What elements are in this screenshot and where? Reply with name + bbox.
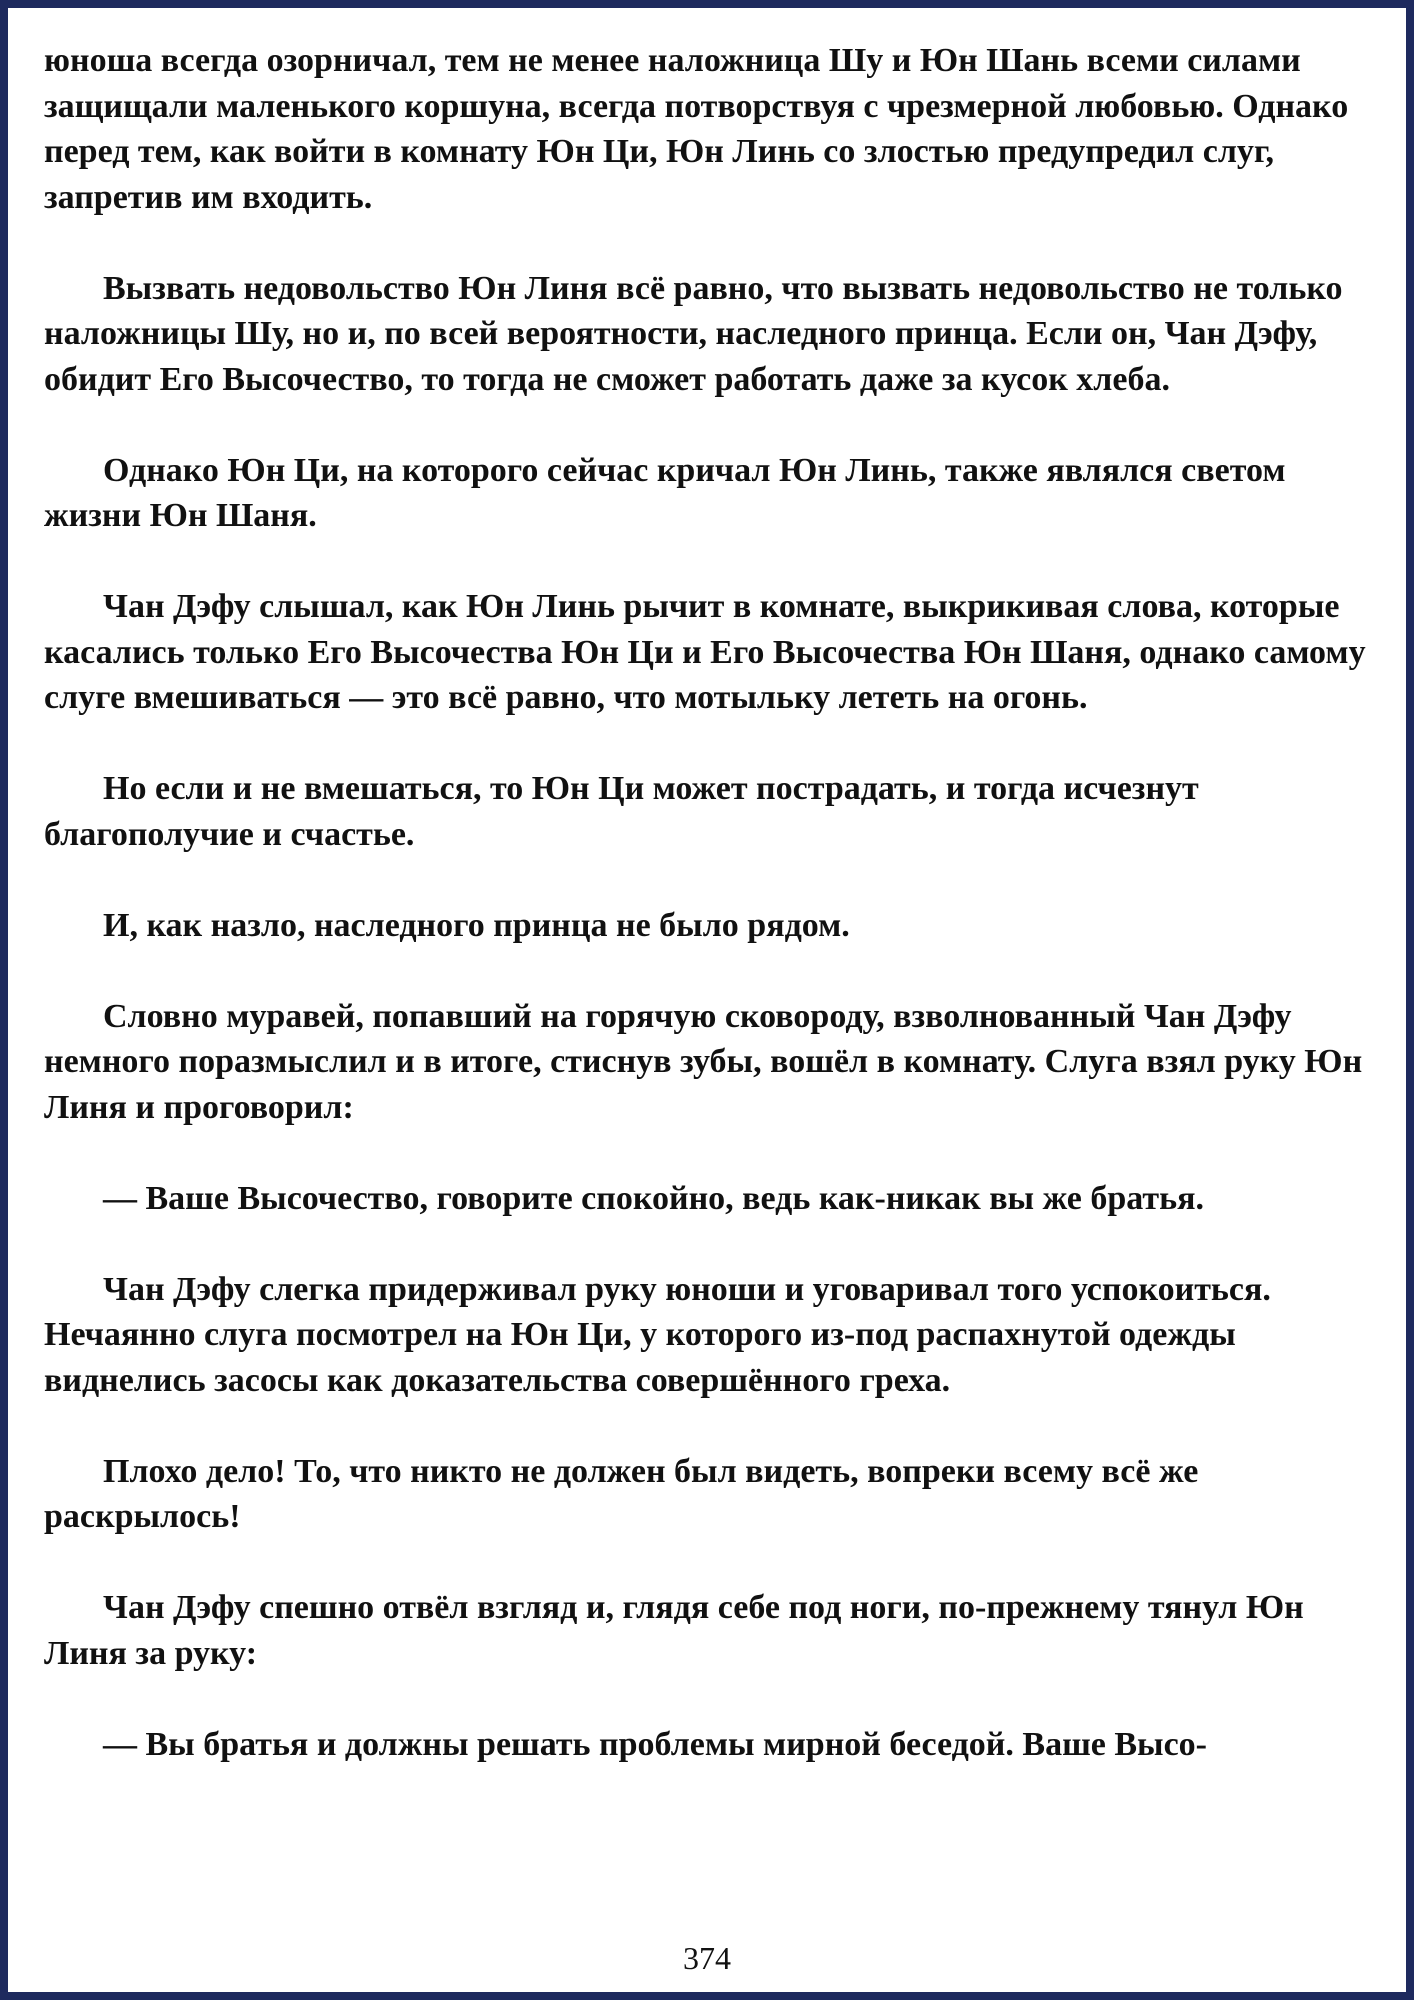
- paragraph-10: Плохо дело! То, что никто не должен был видеть, вопреки всему всё же раскрылось!: [44, 1452, 1199, 1535]
- paragraph-5: Но если и не вмешаться, то Юн Ци может пострадать, и тогда исчезнут благополучие и счастье.: [44, 770, 1199, 853]
- page-number: 374: [683, 1940, 731, 1976]
- paragraph-9: Чан Дэфу слегка придерживал руку юноши и уговаривал того успокоиться. Нечаянно слуга посмотрел на Юн Ци, у которого из-под распахнутой одежды виднелись засосы как доказательства совершённого греха.: [44, 1270, 1271, 1399]
- page-body: [44, 38, 1374, 1813]
- paragraph-2: Вызвать недовольство Юн Линя всё равно, что вызвать недовольство не только наложницы Шу, но и, по всей вероятности, наследного принца. Если он, Чан Дэфу, обидит Его Высочество, то тогда не сможет работать даже за кусок хлеба.: [44, 269, 1343, 398]
- paragraph-3: Однако Юн Ци, на которого сейчас кричал Юн Линь, также являлся светом жизни Юн Шаня.: [44, 451, 1286, 534]
- paragraph-8: — Ваше Высочество, говорите спокойно, ведь как-никак вы же братья.: [103, 1179, 1204, 1217]
- paragraph-6: И, как назло, наследного принца не было рядом.: [103, 906, 850, 944]
- paragraph-12: — Вы братья и должны решать проблемы мирной беседой. Ваше Высо-: [103, 1725, 1208, 1763]
- paragraph-4: Чан Дэфу слышал, как Юн Линь рычит в комнате, выкрикивая слова, которые касались только Его Высочества Юн Ци и Его Высочества Юн Шаня, однако самому слуге вмешиваться — это всё равно, что мотыльку лететь на огонь.: [44, 588, 1366, 716]
- paragraph-7: Словно муравей, попавший на горячую сковороду, взволнованный Чан Дэфу немного поразмыслил и в итоге, стиснув зубы, вошёл в комнату. Слуга взял руку Юн Линя и проговорил:: [44, 997, 1363, 1126]
- paragraph-11: Чан Дэфу спешно отвёл взгляд и, глядя себе под ноги, по-прежнему тянул Юн Линя за руку:: [44, 1589, 1304, 1672]
- paragraph-1: юноша всегда озорничал, тем не менее наложница Шу и Юн Шань всеми силами защищали маленького коршуна, всегда потворствуя с чрезмерной любовью. Однако перед тем, как войти в комнату Юн Ци, Юн Линь со злостью предупредил слуг, запретив им входить.: [44, 42, 1349, 216]
